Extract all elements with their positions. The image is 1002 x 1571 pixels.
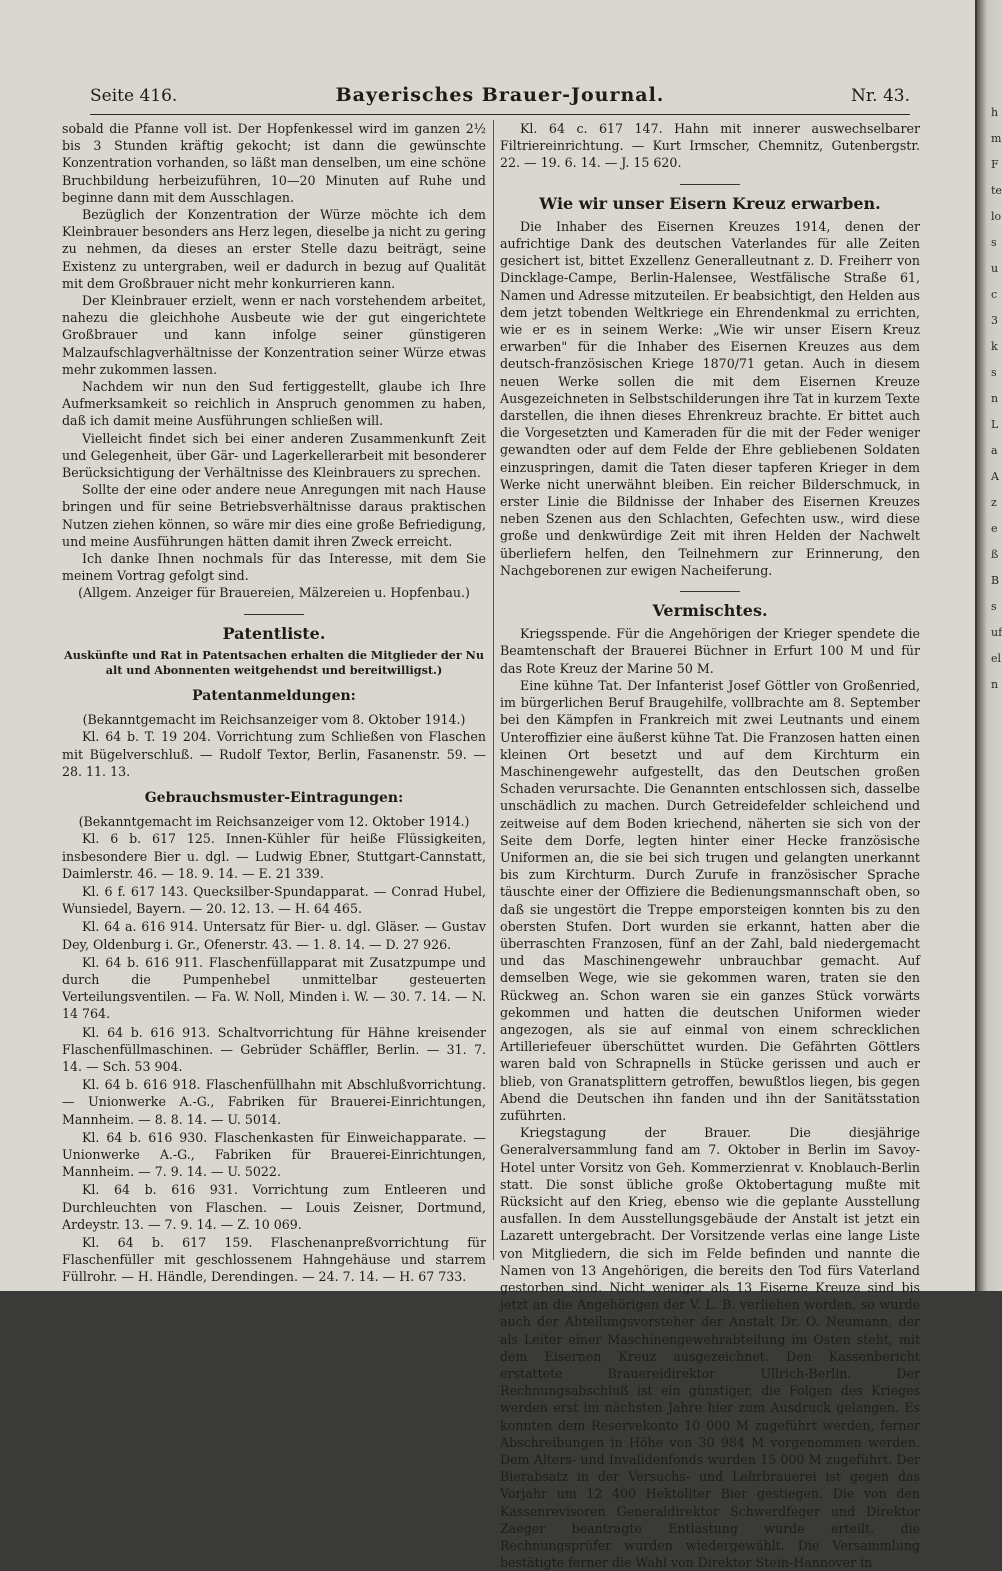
right-column — [500, 120, 920, 1571]
patent-entry: Kl. 64 b. 616 913. Schaltvorrichtung für Hähne kreisender Flaschenfüllmaschinen. — Gebrüder Schäffler, Berlin. — 31. 7. 14. — Sch. 53 904. — [62, 1024, 486, 1074]
column-divider — [493, 120, 494, 1260]
patent-entry: Kl. 64 b. 616 911. Flaschenfüllapparat mit Zusatzpumpe und durch die Pumpenhebel unmittelbar gesteuerten Verteilungsventilen. — Fa. W. Noll, Minden i. W. — 30. 7. 14. — N. 14 764. — [62, 954, 486, 1022]
paragraph: Kriegsspende. Für die Angehörigen der Krieger spendete die Beamtenschaft der Brauerei Büchner in Erfurt 100 M und für das Rote Kreuz der Marine 50 M. — [500, 626, 920, 676]
subsection-title-anmeldungen: Patentanmeldungen: — [192, 687, 356, 704]
patent-entry: Kl. 64 b. 616 918. Flaschenfüllhahn mit Abschlußvorrichtung. — Unionwerke A.-G., Fabriken für Brauerei-Einrichtungen, Mannheim. — 8. 8. 14. — U. 5014. — [62, 1077, 486, 1127]
publication-note: (Bekanntgemacht im Reichsanzeiger vom 12. Oktober 1914.) — [78, 814, 470, 830]
patent-note: Auskünfte und Rat in Patentsachen erhalten die Mitglieder der Nu alt und Abonnenten weitgehendst und bereitwilligst.) — [64, 647, 484, 677]
section-title-patentliste: Patentliste. — [222, 623, 326, 643]
divider — [680, 591, 740, 592]
page-header — [90, 86, 910, 115]
paragraph: Die Inhaber des Eisernen Kreuzes 1914, denen der aufrichtige Dank des deutschen Vaterlandes für alle Zeiten gesichert ist, bittet Exzellenz Generalleutnant z. D. Freiherr von Dincklage-Campe, Berlin-Halensee, Westfälische Straße 61, Namen und Adresse mitzuteilen. Er beabsichtigt, den Helden aus dem jetzt tobenden Weltkriege ein Ehrendenkmal zu errichten, wie er es in seinem Werke: „Wie wir unser Eisern Kreuz erwarben" für die Inhaber des Eisernen Kreuzes aus dem deutsch-französischen Kriege 1870/71 getan. Auch in diesem neuen Werke sollen die mit dem Eisernen Kreuze Ausgezeichneten in Selbstschilderungen ihre Tat in kurzem Texte darstellen, die ihnen dieses Ehrenkreuz brachte. Er bittet auch die Vorgesetzten und Kameraden für die mit der Feder weniger gewandten oder auf dem Felde der Ehre gebliebenen Soldaten einzuspringen, damit die Taten dieser tapferen Krieger in dem Werke nicht unerwähnt bleiben. Ein reicher Bilderschmuck, in erster Linie die Bildnisse der Inhaber des Eisernen Kreuzes neben Szenen aus den Schlachten, Gefechten usw., wird diese große und denkwürdige Zeit mit ihren Helden der Nachwelt überliefern helfen, den Teilnehmern zur Erinnerung, den Nachgeborenen zur ewigen Nacheiferung. — [500, 218, 920, 578]
paragraph: Sollte der eine oder andere neue Anregungen mit nach Hause bringen und für seine Betriebsverhältnisse daraus praktischen Nutzen ziehen können, so wäre mir dies eine große Befriedigung, und meine Ausführungen hätten damit ihren Zweck erreicht. — [62, 482, 486, 549]
patent-entry: Kl. 64 b. 616 931. Vorrichtung zum Entleeren und Durchleuchten von Flaschen. — Louis Zeisner, Dortmund, Ardeystr. 13. — 7. 9. 14. — Z. 10 069. — [62, 1182, 486, 1232]
paragraph: Vielleicht findet sich bei einer anderen Zusammenkunft Zeit und Gelegenheit, über Gär- und Lagerkellerarbeit mit besonderer Berücksichtigung der Verhältnisse des Kleinbrauers zu sprechen. — [62, 430, 486, 481]
paragraph: Ich danke Ihnen nochmals für das Interesse, mit dem Sie meinem Vortrag gefolgt sind. — [62, 551, 486, 584]
paragraph: Nachdem wir nun den Sud fertiggestellt, glaube ich Ihre Aufmerksamkeit so reichlich in Anspruch genommen zu haben, daß ich damit meine Ausführungen schließen will. — [62, 379, 486, 429]
patent-entry: Kl. 64 b. 616 930. Flaschenkasten für Einweichapparate. — Unionwerke A.-G., Fabriken für Brauerei-Einrichtungen, Mannheim. — 7. 9. 14. — U. 5022. — [62, 1129, 486, 1180]
patent-entry: Kl. 64 b. 617 159. Flaschenanpreßvorrichtung für Flaschenfüller mit geschlossenem Hahngehäuse und starrem Füllrohr. — H. Händle, Derendingen. — 24. 7. 14. — H. 67 733. — [62, 1234, 486, 1285]
patent-entry: Kl. 64 c. 617 147. Hahn mit innerer auswechselbarer Filtriereinrichtung. — Kurt Irmscher, Chemnitz, Gutenbergstr. 22. — 19. 6. 14. — J. 15 620. — [500, 121, 920, 171]
journal-title: Bayerisches Brauer-Journal. — [335, 84, 665, 106]
patent-entry: Kl. 6 b. 617 125. Innen-Kühler für heiße Flüssigkeiten, insbesondere Bier u. dgl. — Ludwig Ebner, Stuttgart-Cannstatt, Daimlerstr. 46. — 18. 9. 14. — E. 21 339. — [62, 831, 486, 881]
publication-note: (Bekanntgemacht im Reichsanzeiger vom 8. Oktober 1914.) — [82, 712, 466, 728]
divider — [680, 184, 740, 185]
patent-entry: Kl. 64 a. 616 914. Untersatz für Bier- u. dgl. Gläser. — Gustav Dey, Oldenburg i. Gr., Ofenerstr. 43. — 1. 8. 14. — D. 27 926. — [62, 919, 486, 952]
paragraph: Kriegstagung der Brauer. Die diesjährige Generalversammlung fand am 7. Oktober in Berlin im Savoy-Hotel unter Vorsitz von Geh. Kommerzienrat v. Knoblauch-Berlin statt. Die sonst übliche große Oktobertagung mußte mit Rücksicht auf den Krieg, ebenso wie die geplante Ausstellung ausfallen. In dem Ausstellungsgebäude der Anstalt ist jetzt ein Lazarett untergebracht. Der Vorsitzende verlas eine lange Liste von Mitgliedern, die sich im Felde befinden und nannte die Namen von 13 Angehörigen, die bereits den Tod fürs Vaterland gestorben sind. Nicht weniger als 13 Eiserne Kreuze sind bis jetzt an die Angehörigen der V. L. B. verliehen worden, so wurde auch der Abteilungsvorsteher der Anstalt Dr. O. Neumann, der als Leiter einer Maschinengewehrabteilung im Osten steht, mit dem Eisernen Kreuz ausgezeichnet. Den Kassenbericht erstattete Brauereidirektor Ullrich-Berlin. Der Rechnungsabschluß ist ein günstiger, die Folgen des Krieges werden erst im nächsten Jahre hier zum Ausdruck gelangen. Es konnten dem Reservekonto 10 000 M zugeführt werden, ferner Abschreibungen in Höhe von 30 984 M vorgenommen werden. Dem Alters- und Invalidenfonds wurden 15 000 M zugeführt. Der Bierabsatz in der Versuchs- und Lehrbrauerei ist gegen das Vorjahr um 12 400 Hektoliter Bier gestiegen. Die von den Kassenrevisoren Generaldirektor Schwerdfeger und Direktor Zaeger beantragte Entlastung wurde erteilt, die Rechnungsprüfer wurden wiedergewählt. Die Versammlung bestätigte ferner die Wahl von Direktor Stein-Hannover in — [500, 1125, 920, 1571]
paragraph: Der Kleinbrauer erzielt, wenn er nach vorstehendem arbeitet, nahezu die gleichhohe Ausbeute wie der gut eingerichtete Großbrauer und kann infolge seiner günstigeren Malzaufschlagverhältnisse der Konzentration seiner Würze etwas mehr zukommen lassen. — [62, 293, 486, 377]
divider — [244, 614, 304, 615]
section-title-eisern-kreuz: Wie wir unser Eisern Kreuz erwarben. — [539, 193, 881, 213]
left-column — [62, 120, 486, 1287]
adjacent-page-text: hmFtelosuc3ksnLaAzeßBsufeln — [991, 106, 1002, 691]
source-citation: (Allgem. Anzeiger für Brauereien, Mälzereien u. Hopfenbau.) — [78, 585, 470, 601]
paragraph: Bezüglich der Konzentration der Würze möchte ich dem Kleinbrauer besonders ans Herz legen, dieselbe ja nicht zu gering zu nehmen, da dieses an erster Stelle dazu beiträgt, seine Existenz zu untergraben, weil er dadurch in bezug auf Qualität mit dem Großbrauer nicht mehr konkurrieren kann. — [62, 207, 486, 291]
page-number: Seite 416. — [90, 86, 178, 106]
patent-entry: Kl. 64 b. T. 19 204. Vorrichtung zum Schließen von Flaschen mit Bügelverschluß. — Rudolf Textor, Berlin, Fasanenstr. 59. — 28. 11. 13. — [62, 729, 486, 779]
paragraph: Eine kühne Tat. Der Infanterist Josef Göttler von Großenried, im bürgerlichen Beruf Braugehilfe, vollbrachte am 8. September bei den Kämpfen in Frankreich mit zwei Leutnants und einem Unteroffizier eine äußerst kühne Tat. Die Franzosen hatten einen kleinen Ort besetzt und auf dem Kirchturm ein Maschinengewehr aufgestellt, das den Deutschen großen Schaden verursachte. Die Genannten entschlossen sich, dasselbe unschädlich zu machen. Durch Getreidefelder schleichend und zeitweise auf dem Boden kriechend, näherten sie sich von der Seite dem Dorfe, legten hinter einer Hecke französische Uniformen an, die sie bei sich trugen und gelangten unerkannt bis zum Kirchturm. Durch Zurufe in französischer Sprache täuschte einer der Offiziere die Bedienungsmannschaft oben, so daß sie ungestört die Treppe emporsteigen konnten bis zu den obersten Stufen. Dort wurden sie erkannt, hatten aber die überraschten Franzosen, fünf an der Zahl, bald niedergemacht und das Maschinengewehr unbrauchbar gemacht. Auf demselben Wege, wie sie gekommen waren, traten sie den Rückweg an. Schon waren sie ein ganzes Stück vorwärts gekommen und hatten die deutschen Uniformen wieder angezogen, als sie auf einmal von einem schrecklichen Artilleriefeuer überschüttet wurden. Die Gefährten Göttlers waren bald von Schrapnells in Stücke gerissen und auch er blieb, von Granatsplittern getroffen, bewußtlos liegen, bis gegen Abend die Deutschen ihn fanden und ihn der Sanitätsstation zuführten. — [500, 677, 920, 1123]
adjacent-page-edge — [977, 0, 1002, 1291]
section-title-vermischtes: Vermischtes. — [652, 601, 768, 621]
issue-number: Nr. 43. — [851, 86, 910, 106]
subsection-title-gebrauchsmuster: Gebrauchsmuster-Eintragungen: — [144, 789, 404, 806]
patent-entry: Kl. 6 f. 617 143. Quecksilber-Spundapparat. — Conrad Hubel, Wunsiedel, Bayern. — 20. 12. 13. — H. 64 465. — [62, 883, 486, 917]
paragraph: sobald die Pfanne voll ist. Der Hopfenkessel wird im ganzen 2½ bis 3 Stunden kräftig gekocht; ist dann die gewünschte Konzentration vorhanden, so läßt man denselben, um eine schöne Bruchbildung herbeizuführen, 10—20 Minuten auf Ruhe und beginne dann mit dem Ausschlagen. — [62, 121, 486, 205]
